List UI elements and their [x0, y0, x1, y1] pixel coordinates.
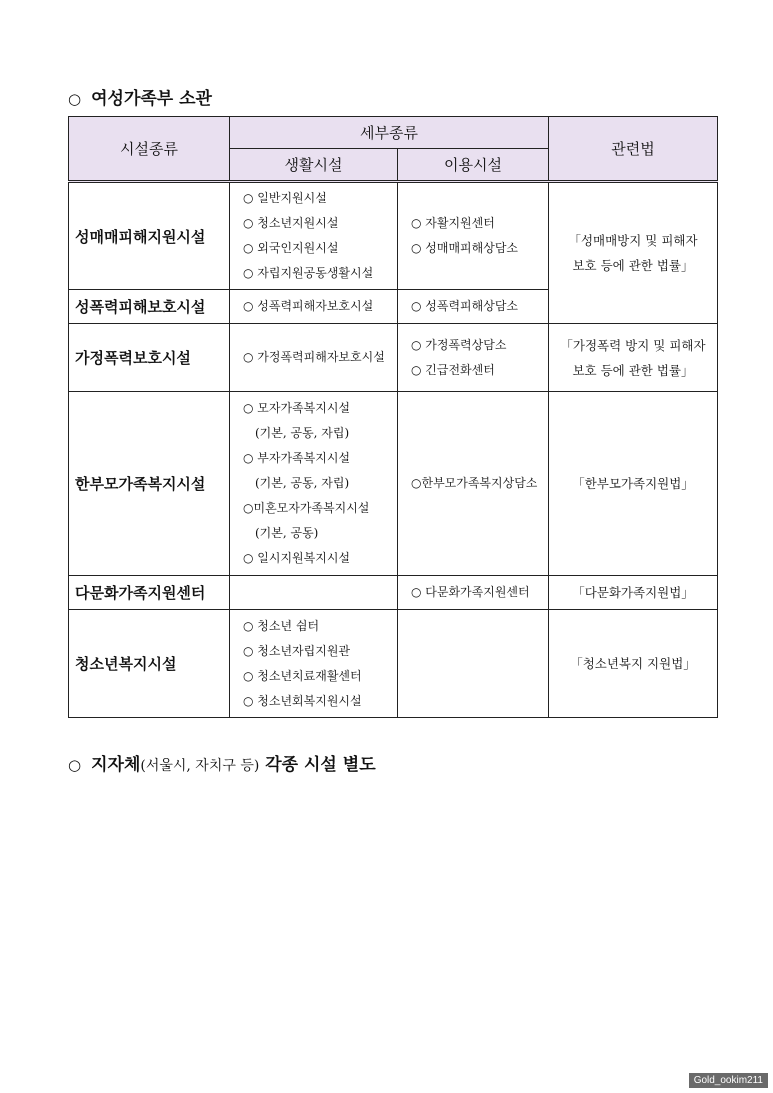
- law-line: 「한부모가족지원법」: [572, 476, 694, 491]
- table-row: [69, 324, 718, 392]
- list-item: ○ 일반지원시설: [243, 191, 327, 205]
- section-title-b: 각종 시설 별도: [265, 755, 376, 775]
- living-facility-cell: [230, 610, 398, 718]
- header-detail-type: 세부종류: [230, 117, 549, 149]
- list-item: ○ 일시지원복지시설: [243, 551, 351, 565]
- living-facility-cell: [230, 324, 398, 392]
- related-law-cell: [549, 610, 718, 718]
- watermark: Gold_ookim211: [689, 1073, 768, 1088]
- list-item: ○ 자활지원센터: [411, 216, 495, 230]
- list-item: ○ 가정폭력피해자보호시설: [243, 350, 385, 364]
- list-item: ○ 다문화가족지원센터: [411, 585, 530, 599]
- related-law-cell: [549, 576, 718, 610]
- list-item: ○미혼모자가족복지시설: [243, 501, 370, 515]
- list-item: ○ 청소년자립지원관: [243, 643, 351, 658]
- header-related-law: 관련법: [549, 117, 718, 182]
- law-line: 「성매매방지 및 피해자: [568, 233, 698, 248]
- list-item: (기본, 공동, 자립): [255, 476, 350, 490]
- list-item: ○ 외국인지원시설: [243, 241, 339, 255]
- section-title-a: 지자체: [91, 755, 141, 775]
- law-line: 보호 등에 관한 법률」: [572, 258, 694, 273]
- facility-type-cell: 성폭력피해보호시설: [69, 290, 230, 324]
- list-item: ○ 청소년치료재활센터: [243, 668, 362, 683]
- header-facility-type: 시설종류: [69, 117, 230, 182]
- table-row: [69, 576, 718, 610]
- facility-type-cell: 가정폭력보호시설: [69, 324, 230, 392]
- use-facility-cell: [398, 576, 549, 610]
- facility-type-cell: 성매매피해지원시설: [69, 182, 230, 290]
- related-law-cell: [549, 324, 718, 392]
- list-item: ○ 성매매피해상담소: [411, 241, 519, 255]
- section-heading-ministry: [68, 84, 212, 109]
- list-item: ○ 가정폭력상담소: [411, 337, 507, 352]
- facility-type-cell: 청소년복지시설: [69, 610, 230, 718]
- living-facility-cell: [230, 392, 398, 576]
- list-item: ○ 성폭력피해상담소: [411, 299, 519, 313]
- law-line: 「청소년복지 지원법」: [570, 656, 696, 671]
- section-heading-local-government: [68, 750, 376, 775]
- related-law-cell: [549, 392, 718, 576]
- use-facility-cell: [398, 290, 549, 324]
- related-law-cell: [549, 182, 718, 324]
- use-facility-cell: [398, 182, 549, 290]
- list-item: (기본, 공동, 자립): [255, 426, 350, 440]
- list-item: ○ 부자가족복지시설: [243, 451, 351, 465]
- living-facility-cell: [230, 576, 398, 610]
- list-item: ○ 모자가족복지시설: [243, 401, 351, 415]
- living-facility-cell: [230, 182, 398, 290]
- list-item: ○ 청소년회복지원시설: [243, 693, 362, 708]
- table-row: [69, 610, 718, 718]
- header-use-facility: 이용시설: [398, 149, 549, 182]
- facility-type-cell: 한부모가족복지시설: [69, 392, 230, 576]
- law-line: 보호 등에 관한 법률」: [572, 362, 694, 378]
- table-row: [69, 392, 718, 576]
- list-item: ○ 긴급전화센터: [411, 362, 495, 377]
- list-item: ○ 청소년 쉼터: [243, 618, 320, 633]
- header-living-facility: 생활시설: [230, 149, 398, 182]
- section-title-paren: (서울시, 자치구 등): [140, 758, 260, 774]
- list-item: (기본, 공동): [255, 526, 319, 540]
- use-facility-cell: [398, 610, 549, 718]
- use-facility-cell: [398, 324, 549, 392]
- list-item: ○ 자립지원공동생활시설: [243, 266, 374, 280]
- bullet-circle-icon: ○: [68, 756, 82, 774]
- table-row: [69, 182, 718, 290]
- facility-type-cell: 다문화가족지원센터: [69, 576, 230, 610]
- list-item: ○ 성폭력피해자보호시설: [243, 299, 374, 313]
- facility-table: [68, 116, 718, 718]
- living-facility-cell: [230, 290, 398, 324]
- section-title: 여성가족부 소관: [91, 89, 212, 109]
- law-line: 「다문화가족지원법」: [572, 585, 694, 600]
- law-line: 「가정폭력 방지 및 피해자: [560, 337, 706, 353]
- bullet-circle-icon: ○: [68, 90, 82, 108]
- list-item: ○한부모가족복지상담소: [411, 476, 538, 490]
- list-item: ○ 청소년지원시설: [243, 216, 339, 230]
- use-facility-cell: [398, 392, 549, 576]
